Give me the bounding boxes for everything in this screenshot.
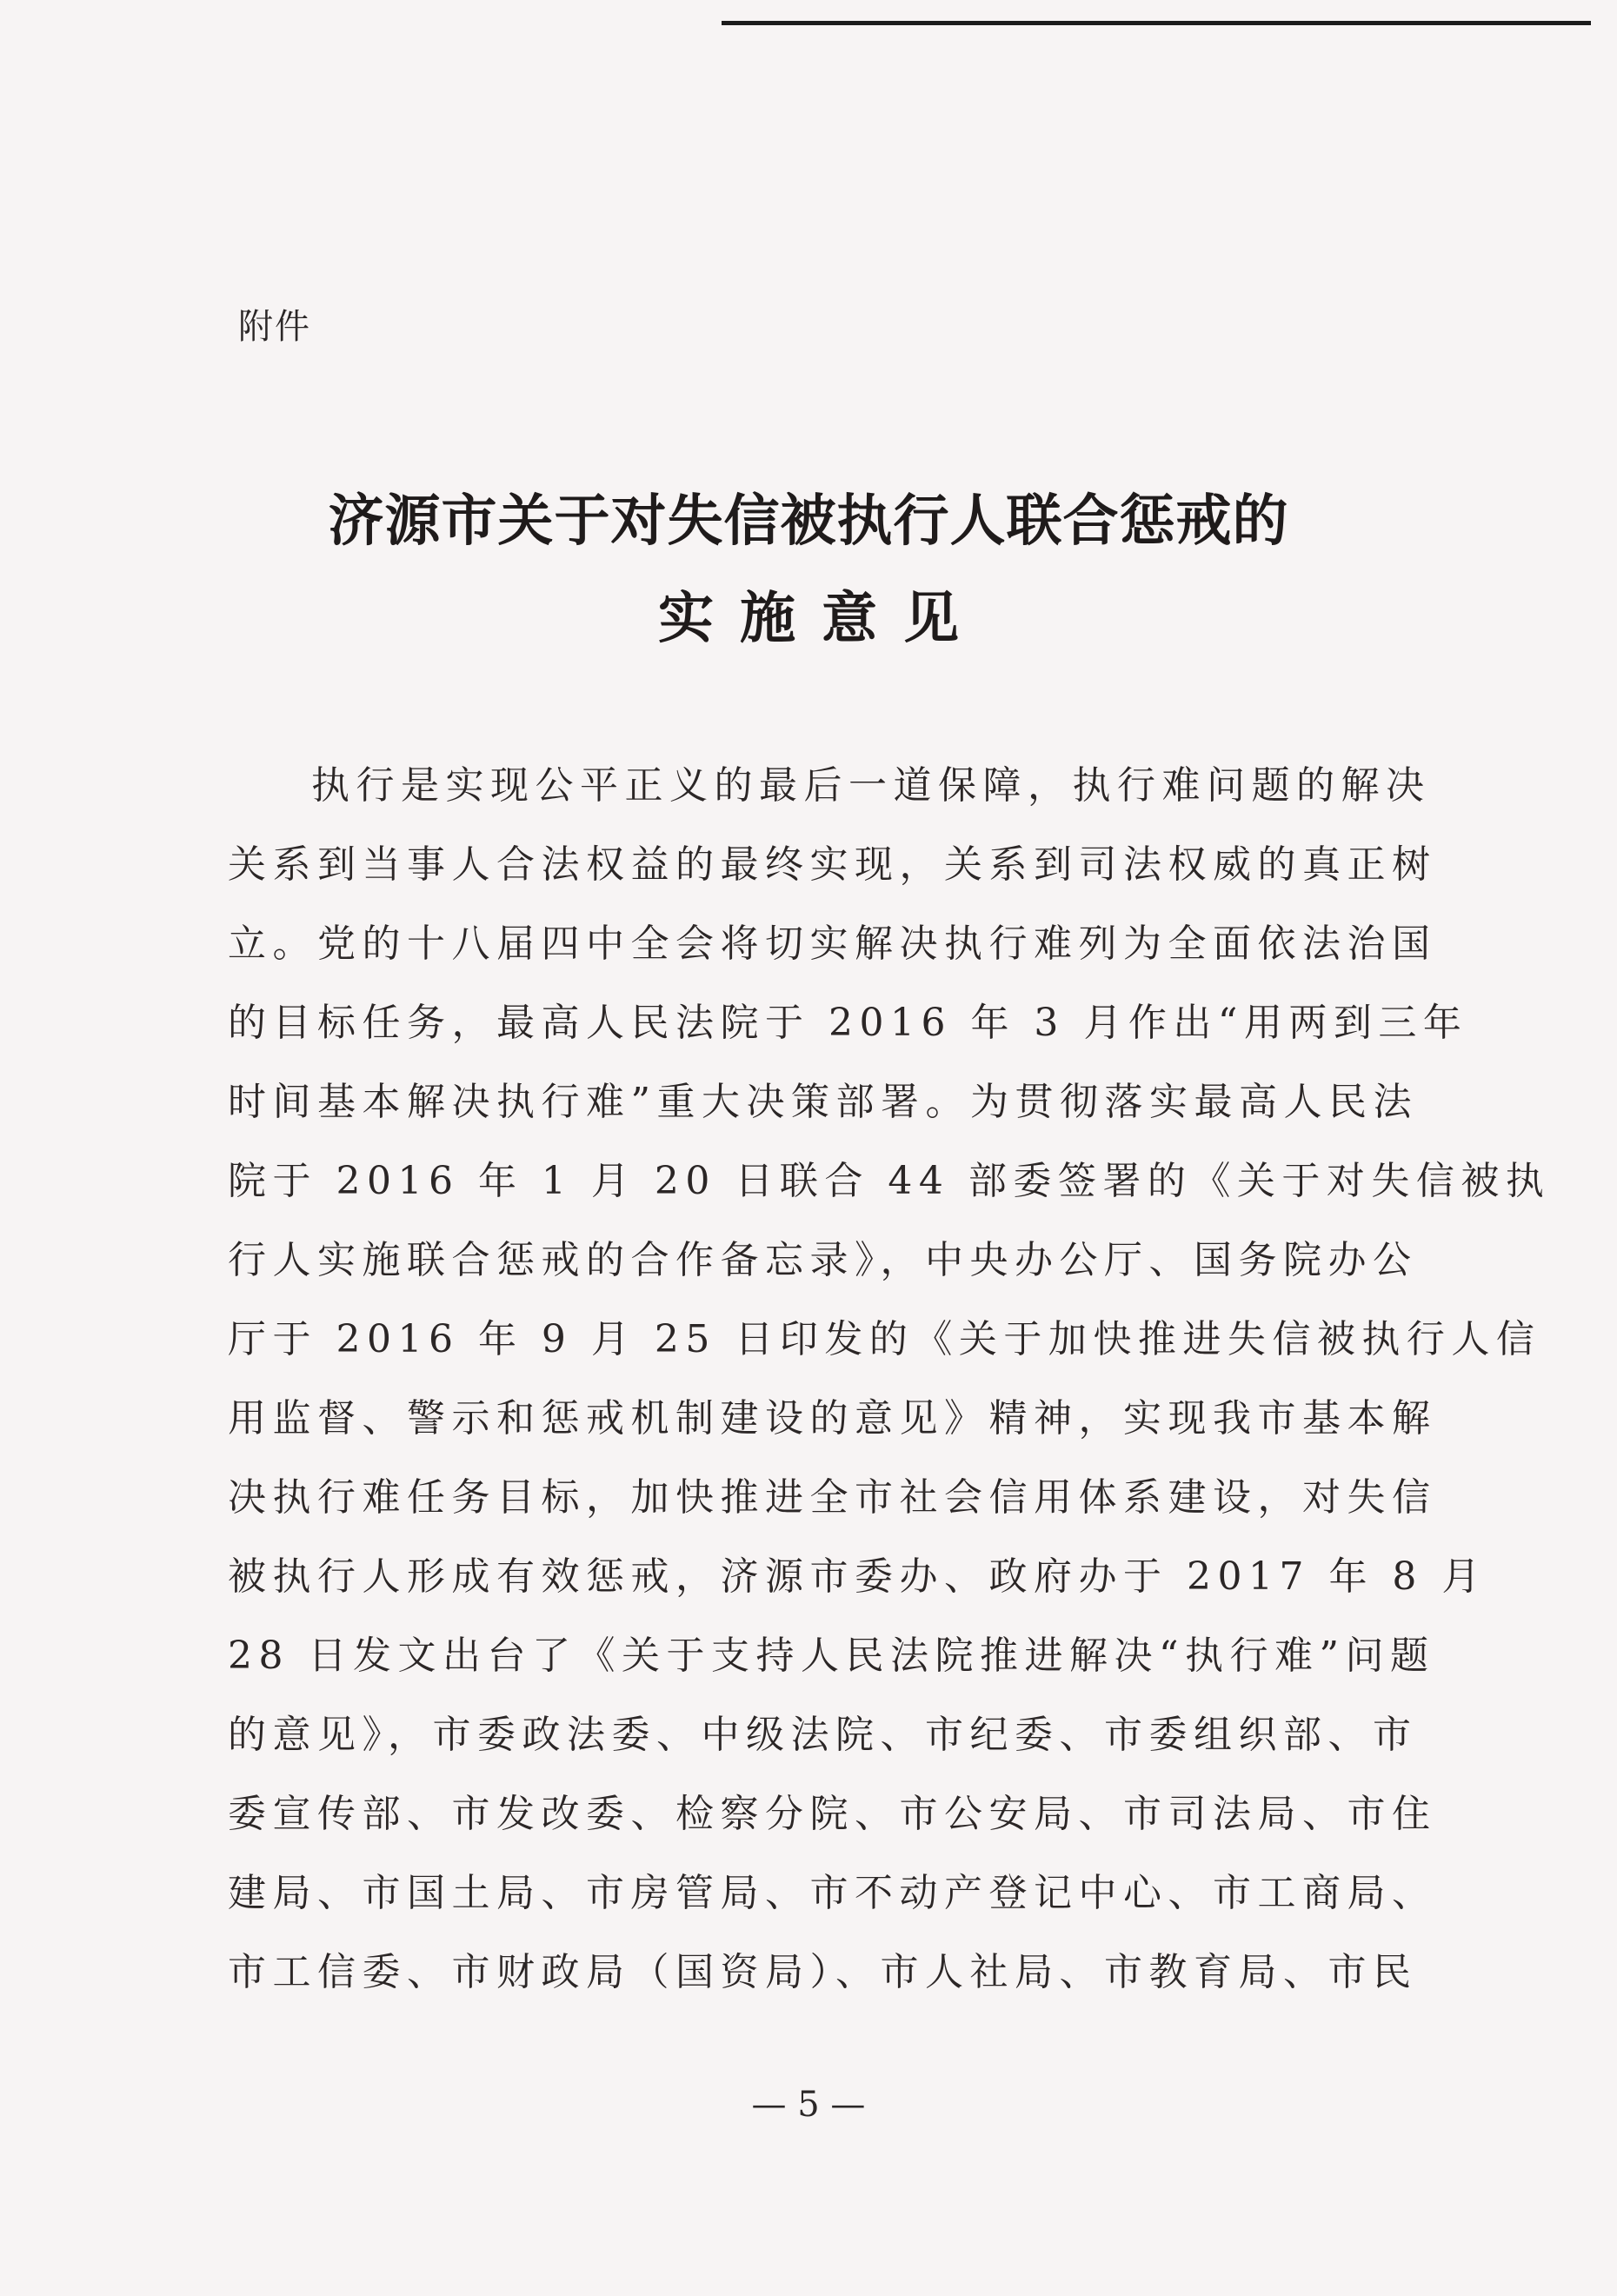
body-line: 28 日发文出台了《关于支持人民法院推进解决“执行难”问题 <box>228 1634 1435 1678</box>
body-line: 时间基本解决执行难”重大决策部署。为贯彻落实最高人民法 <box>228 1080 1418 1124</box>
document-title-line-2: 实施意见 <box>658 586 985 651</box>
body-line: 厅于 2016 年 9 月 25 日印发的《关于加快推进失信被执行人信 <box>228 1317 1541 1361</box>
page-number: — 5 — <box>751 2085 866 2125</box>
body-line: 用监督、警示和惩戒机制建设的意见》精神，实现我市基本解 <box>228 1396 1437 1441</box>
body-line: 院于 2016 年 1 月 20 日联合 44 部委签署的《关于对失信被执 <box>228 1159 1551 1203</box>
body-line: 立。党的十八届四中全会将切实解决执行难列为全面依法治国 <box>228 922 1437 966</box>
body-line: 的目标任务，最高人民法院于 2016 年 3 月作出“用两到三年 <box>228 1001 1468 1045</box>
attachment-label: 附件 <box>238 307 311 347</box>
body-line: 建局、市国土局、市房管局、市不动产登记中心、市工商局、 <box>228 1871 1437 1915</box>
body-line: 关系到当事人合法权益的最终实现，关系到司法权威的真正树 <box>228 842 1437 887</box>
body-line: 市工信委、市财政局（国资局）、市人社局、市教育局、市民 <box>228 1950 1418 1994</box>
document-body <box>228 746 1551 2012</box>
body-line: 行人实施联合惩戒的合作备忘录》，中央办公厅、国务院办公 <box>228 1238 1418 1282</box>
body-line: 决执行难任务目标，加快推进全市社会信用体系建设，对失信 <box>228 1475 1437 1520</box>
header-rule <box>722 21 1591 25</box>
body-line: 被执行人形成有效惩戒，济源市委办、政府办于 2017 年 8 月 <box>228 1554 1487 1599</box>
body-line: 的意见》，市委政法委、中级法院、市纪委、市委组织部、市 <box>228 1713 1418 1757</box>
body-line: 执行是实现公平正义的最后一道保障，执行难问题的解决 <box>311 763 1431 808</box>
document-title-line-1: 济源市关于对失信被执行人联合惩戒的 <box>328 489 1289 554</box>
body-line: 委宣传部、市发改委、检察分院、市公安局、市司法局、市住 <box>228 1792 1437 1836</box>
